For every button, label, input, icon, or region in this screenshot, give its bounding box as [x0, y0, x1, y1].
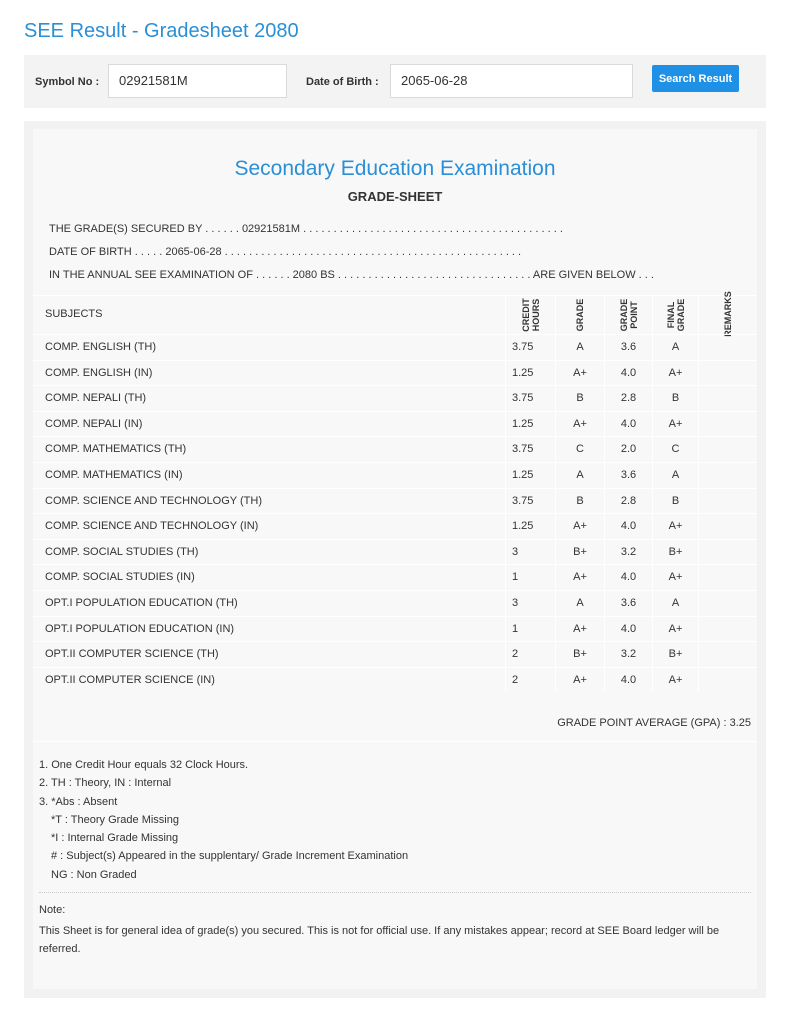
remarks-cell	[698, 642, 757, 667]
grade-cell: A+	[555, 565, 604, 590]
remarks-cell	[698, 514, 757, 539]
grade-cell: C	[555, 437, 604, 462]
exam-line: IN THE ANNUAL SEE EXAMINATION OF . . . . . . 2080 BS . . . . . . . . . . . . . . . . . . . . . . . . . . . . . . . . ARE GIVEN BELOW . . .	[49, 269, 654, 281]
remarks-cell	[698, 617, 757, 642]
grade-table	[33, 291, 757, 692]
note-item: # : Subject(s) Appeared in the supplentary/ Grade Increment Examination	[51, 850, 409, 863]
final-grade-cell: C	[652, 437, 698, 462]
dob-line: DATE OF BIRTH . . . . . 2065-06-28 . . . . . . . . . . . . . . . . . . . . . . . . . . . . . . . . . . . . . . . . . . . . . . . . .	[49, 246, 522, 258]
subject-cell: OPT.II COMPUTER SCIENCE (IN)	[45, 673, 215, 686]
note-item: *I : Internal Grade Missing	[51, 832, 179, 845]
grade-point-cell: 4.0	[604, 514, 652, 539]
grade-cell: A+	[555, 361, 604, 386]
header-final-grade: FINAL GRADE	[665, 298, 686, 332]
grade-cell: B	[555, 489, 604, 514]
subject-cell: COMP. SCIENCE AND TECHNOLOGY (IN)	[45, 520, 259, 533]
table-row	[33, 539, 757, 565]
final-grade-cell: A	[652, 463, 698, 488]
divider	[33, 741, 757, 742]
remarks-cell	[698, 565, 757, 590]
remarks-cell	[698, 489, 757, 514]
credit-hours-cell: 3	[505, 540, 555, 565]
symbol-input[interactable]: 02921581M	[108, 64, 287, 98]
table-row	[33, 411, 757, 437]
grade-point-cell: 4.0	[604, 565, 652, 590]
table-row	[33, 667, 757, 693]
credit-hours-cell: 2	[505, 668, 555, 693]
grade-point-cell: 4.0	[604, 668, 652, 693]
remarks-cell	[698, 335, 757, 360]
table-row	[33, 616, 757, 642]
gpa-text: GRADE POINT AVERAGE (GPA) : 3.25	[557, 717, 751, 729]
final-grade-cell: A	[652, 591, 698, 616]
sheet-heading: Secondary Education Examination	[234, 157, 556, 180]
final-grade-cell: B+	[652, 642, 698, 667]
subject-cell: OPT.I POPULATION EDUCATION (TH)	[45, 596, 238, 609]
grade-point-cell: 4.0	[604, 412, 652, 437]
remarks-cell	[698, 463, 757, 488]
subject-cell: COMP. ENGLISH (TH)	[45, 341, 157, 353]
note-item: 2. TH : Theory, IN : Internal	[39, 777, 172, 790]
final-grade-cell: A+	[652, 565, 698, 590]
grade-cell: A+	[555, 617, 604, 642]
grade-cell: B+	[555, 642, 604, 667]
remarks-cell	[698, 591, 757, 616]
credit-hours-cell: 1	[505, 565, 555, 590]
grade-cell: A+	[555, 514, 604, 539]
credit-hours-cell: 1.25	[505, 514, 555, 539]
table-row	[33, 590, 757, 616]
header-subjects: SUBJECTS	[45, 308, 103, 320]
note-item: *T : Theory Grade Missing	[51, 813, 179, 826]
header-grade-point: GRADE POINT	[618, 298, 639, 332]
dob-label: Date of Birth :	[306, 76, 379, 88]
sheet-subheading: GRADE-SHEET	[347, 189, 443, 204]
table-header	[33, 291, 757, 337]
page-title: SEE Result - Gradesheet 2080	[24, 20, 299, 42]
grade-point-cell: 2.0	[604, 437, 652, 462]
search-form	[24, 55, 766, 108]
grade-point-cell: 4.0	[604, 617, 652, 642]
table-row	[33, 360, 757, 386]
credit-hours-cell: 1	[505, 617, 555, 642]
subject-cell: OPT.I POPULATION EDUCATION (IN)	[45, 622, 235, 635]
credit-hours-cell: 1.25	[505, 361, 555, 386]
secured-by-line: THE GRADE(S) SECURED BY . . . . . . 02921581M . . . . . . . . . . . . . . . . . . . . . . . . . . . . . . . . . . . . . . . . . . .	[49, 223, 563, 235]
final-grade-cell: B	[652, 489, 698, 514]
notes-list	[39, 756, 408, 884]
subject-cell: OPT.II COMPUTER SCIENCE (TH)	[45, 648, 219, 661]
grade-cell: A	[555, 463, 604, 488]
table-row	[33, 334, 757, 360]
grade-point-cell: 2.8	[604, 386, 652, 411]
table-row	[33, 513, 757, 539]
subject-cell: COMP. SCIENCE AND TECHNOLOGY (TH)	[45, 494, 262, 507]
note-title: Note:	[39, 904, 66, 916]
table-row	[33, 564, 757, 590]
table-row	[33, 641, 757, 667]
header-grade: GRADE	[575, 298, 585, 332]
dob-input[interactable]: 2065-06-28	[390, 64, 633, 98]
subject-cell: COMP. ENGLISH (IN)	[45, 366, 153, 379]
grade-cell: A	[555, 335, 604, 360]
subject-cell: COMP. SOCIAL STUDIES (IN)	[45, 571, 195, 584]
credit-hours-cell: 1.25	[505, 412, 555, 437]
grade-cell: B	[555, 386, 604, 411]
credit-hours-cell: 3	[505, 591, 555, 616]
credit-hours-cell: 3.75	[505, 437, 555, 462]
subject-cell: COMP. SOCIAL STUDIES (TH)	[45, 545, 199, 558]
grade-point-cell: 3.6	[604, 463, 652, 488]
note-item: 3. *Abs : Absent	[39, 795, 118, 808]
grade-cell: A	[555, 591, 604, 616]
header-remarks: REMARKS	[723, 291, 733, 337]
table-row	[33, 385, 757, 411]
final-grade-cell: A+	[652, 514, 698, 539]
final-grade-cell: A+	[652, 361, 698, 386]
credit-hours-cell: 2	[505, 642, 555, 667]
final-grade-cell: A+	[652, 412, 698, 437]
grade-point-cell: 3.6	[604, 335, 652, 360]
table-row	[33, 462, 757, 488]
grade-point-cell: 3.2	[604, 540, 652, 565]
credit-hours-cell: 3.75	[505, 386, 555, 411]
remarks-cell	[698, 437, 757, 462]
dotted-divider	[39, 892, 751, 893]
grade-point-cell: 3.6	[604, 591, 652, 616]
remarks-cell	[698, 412, 757, 437]
subject-cell: COMP. MATHEMATICS (TH)	[45, 443, 187, 456]
subject-cell: COMP. MATHEMATICS (IN)	[45, 468, 183, 481]
final-grade-cell: A+	[652, 617, 698, 642]
table-row	[33, 488, 757, 514]
grade-point-cell: 2.8	[604, 489, 652, 514]
remarks-cell	[698, 361, 757, 386]
credit-hours-cell: 3.75	[505, 489, 555, 514]
grade-point-cell: 3.2	[604, 642, 652, 667]
final-grade-cell: B	[652, 386, 698, 411]
note-item: 1. One Credit Hour equals 32 Clock Hours.	[39, 759, 249, 771]
grade-cell: B+	[555, 540, 604, 565]
final-grade-cell: A+	[652, 668, 698, 693]
header-credit-hours: CREDIT HOURS	[520, 298, 541, 332]
credit-hours-cell: 3.75	[505, 335, 555, 360]
gradesheet	[33, 129, 757, 989]
note-item: NG : Non Graded	[51, 868, 137, 881]
grade-point-cell: 4.0	[604, 361, 652, 386]
search-result-button[interactable]: Search Result	[652, 65, 739, 92]
remarks-cell	[698, 386, 757, 411]
subject-cell: COMP. NEPALI (IN)	[45, 417, 143, 430]
note-text: This Sheet is for general idea of grade(s) you secured. This is not for official use. If any mistakes appear; record at SEE Board ledger will be referred.	[39, 925, 720, 955]
subject-cell: COMP. NEPALI (TH)	[45, 392, 147, 405]
gradesheet-container	[24, 121, 766, 998]
final-grade-cell: A	[652, 335, 698, 360]
grade-cell: A+	[555, 412, 604, 437]
remarks-cell	[698, 668, 757, 693]
credit-hours-cell: 1.25	[505, 463, 555, 488]
final-grade-cell: B+	[652, 540, 698, 565]
remarks-cell	[698, 540, 757, 565]
grade-cell: A+	[555, 668, 604, 693]
symbol-label: Symbol No :	[35, 76, 100, 88]
table-row	[33, 436, 757, 462]
